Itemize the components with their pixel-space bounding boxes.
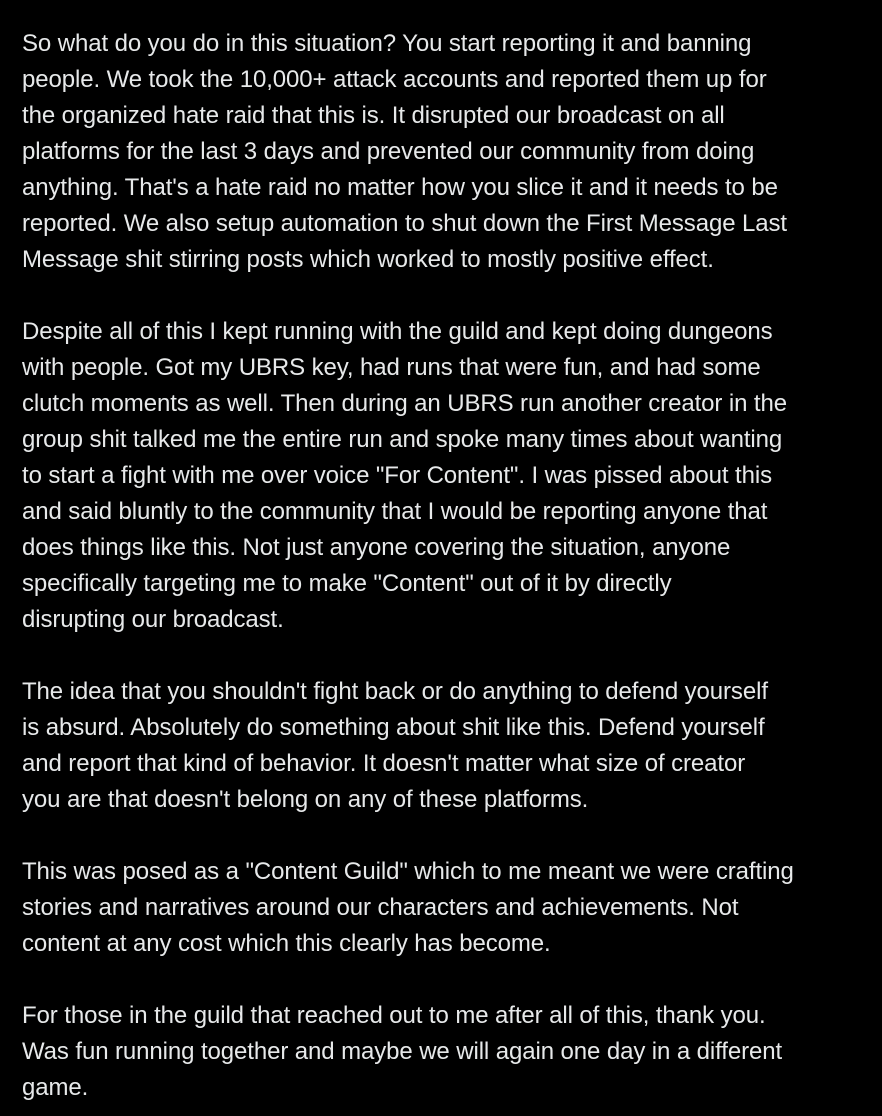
text-line: For those in the guild that reached out to me after all of this, thank you. (22, 1002, 766, 1029)
text-line: the organized hate raid that this is. It disrupted our broadcast on all (22, 102, 725, 129)
text-line: Despite all of this I kept running with the guild and kept doing dungeons (22, 318, 773, 345)
text-line: So what do you do in this situation? You start reporting it and banning (22, 30, 752, 57)
text-line: group shit talked me the entire run and spoke many times about wanting (22, 426, 783, 453)
paragraph-content-guild (22, 854, 882, 962)
text-line: content at any cost which this clearly has become. (22, 930, 551, 957)
paragraph-reporting (22, 26, 882, 278)
text-line: reported. We also setup automation to shut down the First Message Last (22, 210, 787, 237)
text-line: Message shit stirring posts which worked to mostly positive effect. (22, 246, 714, 273)
text-line: to start a fight with me over voice "For Content". I was pissed about this (22, 462, 772, 489)
text-line: people. We took the 10,000+ attack accounts and reported them up for (22, 66, 767, 93)
text-line: This was posed as a "Content Guild" which to me meant we were crafting (22, 858, 794, 885)
paragraph-defend-yourself (22, 674, 882, 818)
paragraph-thank-you (22, 998, 882, 1106)
text-line: does things like this. Not just anyone covering the situation, anyone (22, 534, 731, 561)
text-line: stories and narratives around our characters and achievements. Not (22, 894, 739, 921)
text-line: The idea that you shouldn't fight back or do anything to defend yourself (22, 678, 768, 705)
text-line: Was fun running together and maybe we will again one day in a different (22, 1038, 783, 1065)
text-line: and said bluntly to the community that I would be reporting anyone that (22, 498, 768, 525)
text-line: you are that doesn't belong on any of these platforms. (22, 786, 589, 813)
text-line: specifically targeting me to make "Content" out of it by directly (22, 570, 672, 597)
paragraph-ubrs-run (22, 314, 882, 638)
text-line: anything. That's a hate raid no matter how you slice it and it needs to be (22, 174, 778, 201)
text-line: game. (22, 1074, 89, 1101)
text-line: disrupting our broadcast. (22, 606, 284, 633)
text-line: clutch moments as well. Then during an UBRS run another creator in the (22, 390, 787, 417)
text-line: with people. Got my UBRS key, had runs that were fun, and had some (22, 354, 761, 381)
text-line: and report that kind of behavior. It doesn't matter what size of creator (22, 750, 746, 777)
text-line: is absurd. Absolutely do something about shit like this. Defend yourself (22, 714, 765, 741)
text-line: platforms for the last 3 days and prevented our community from doing (22, 138, 755, 165)
